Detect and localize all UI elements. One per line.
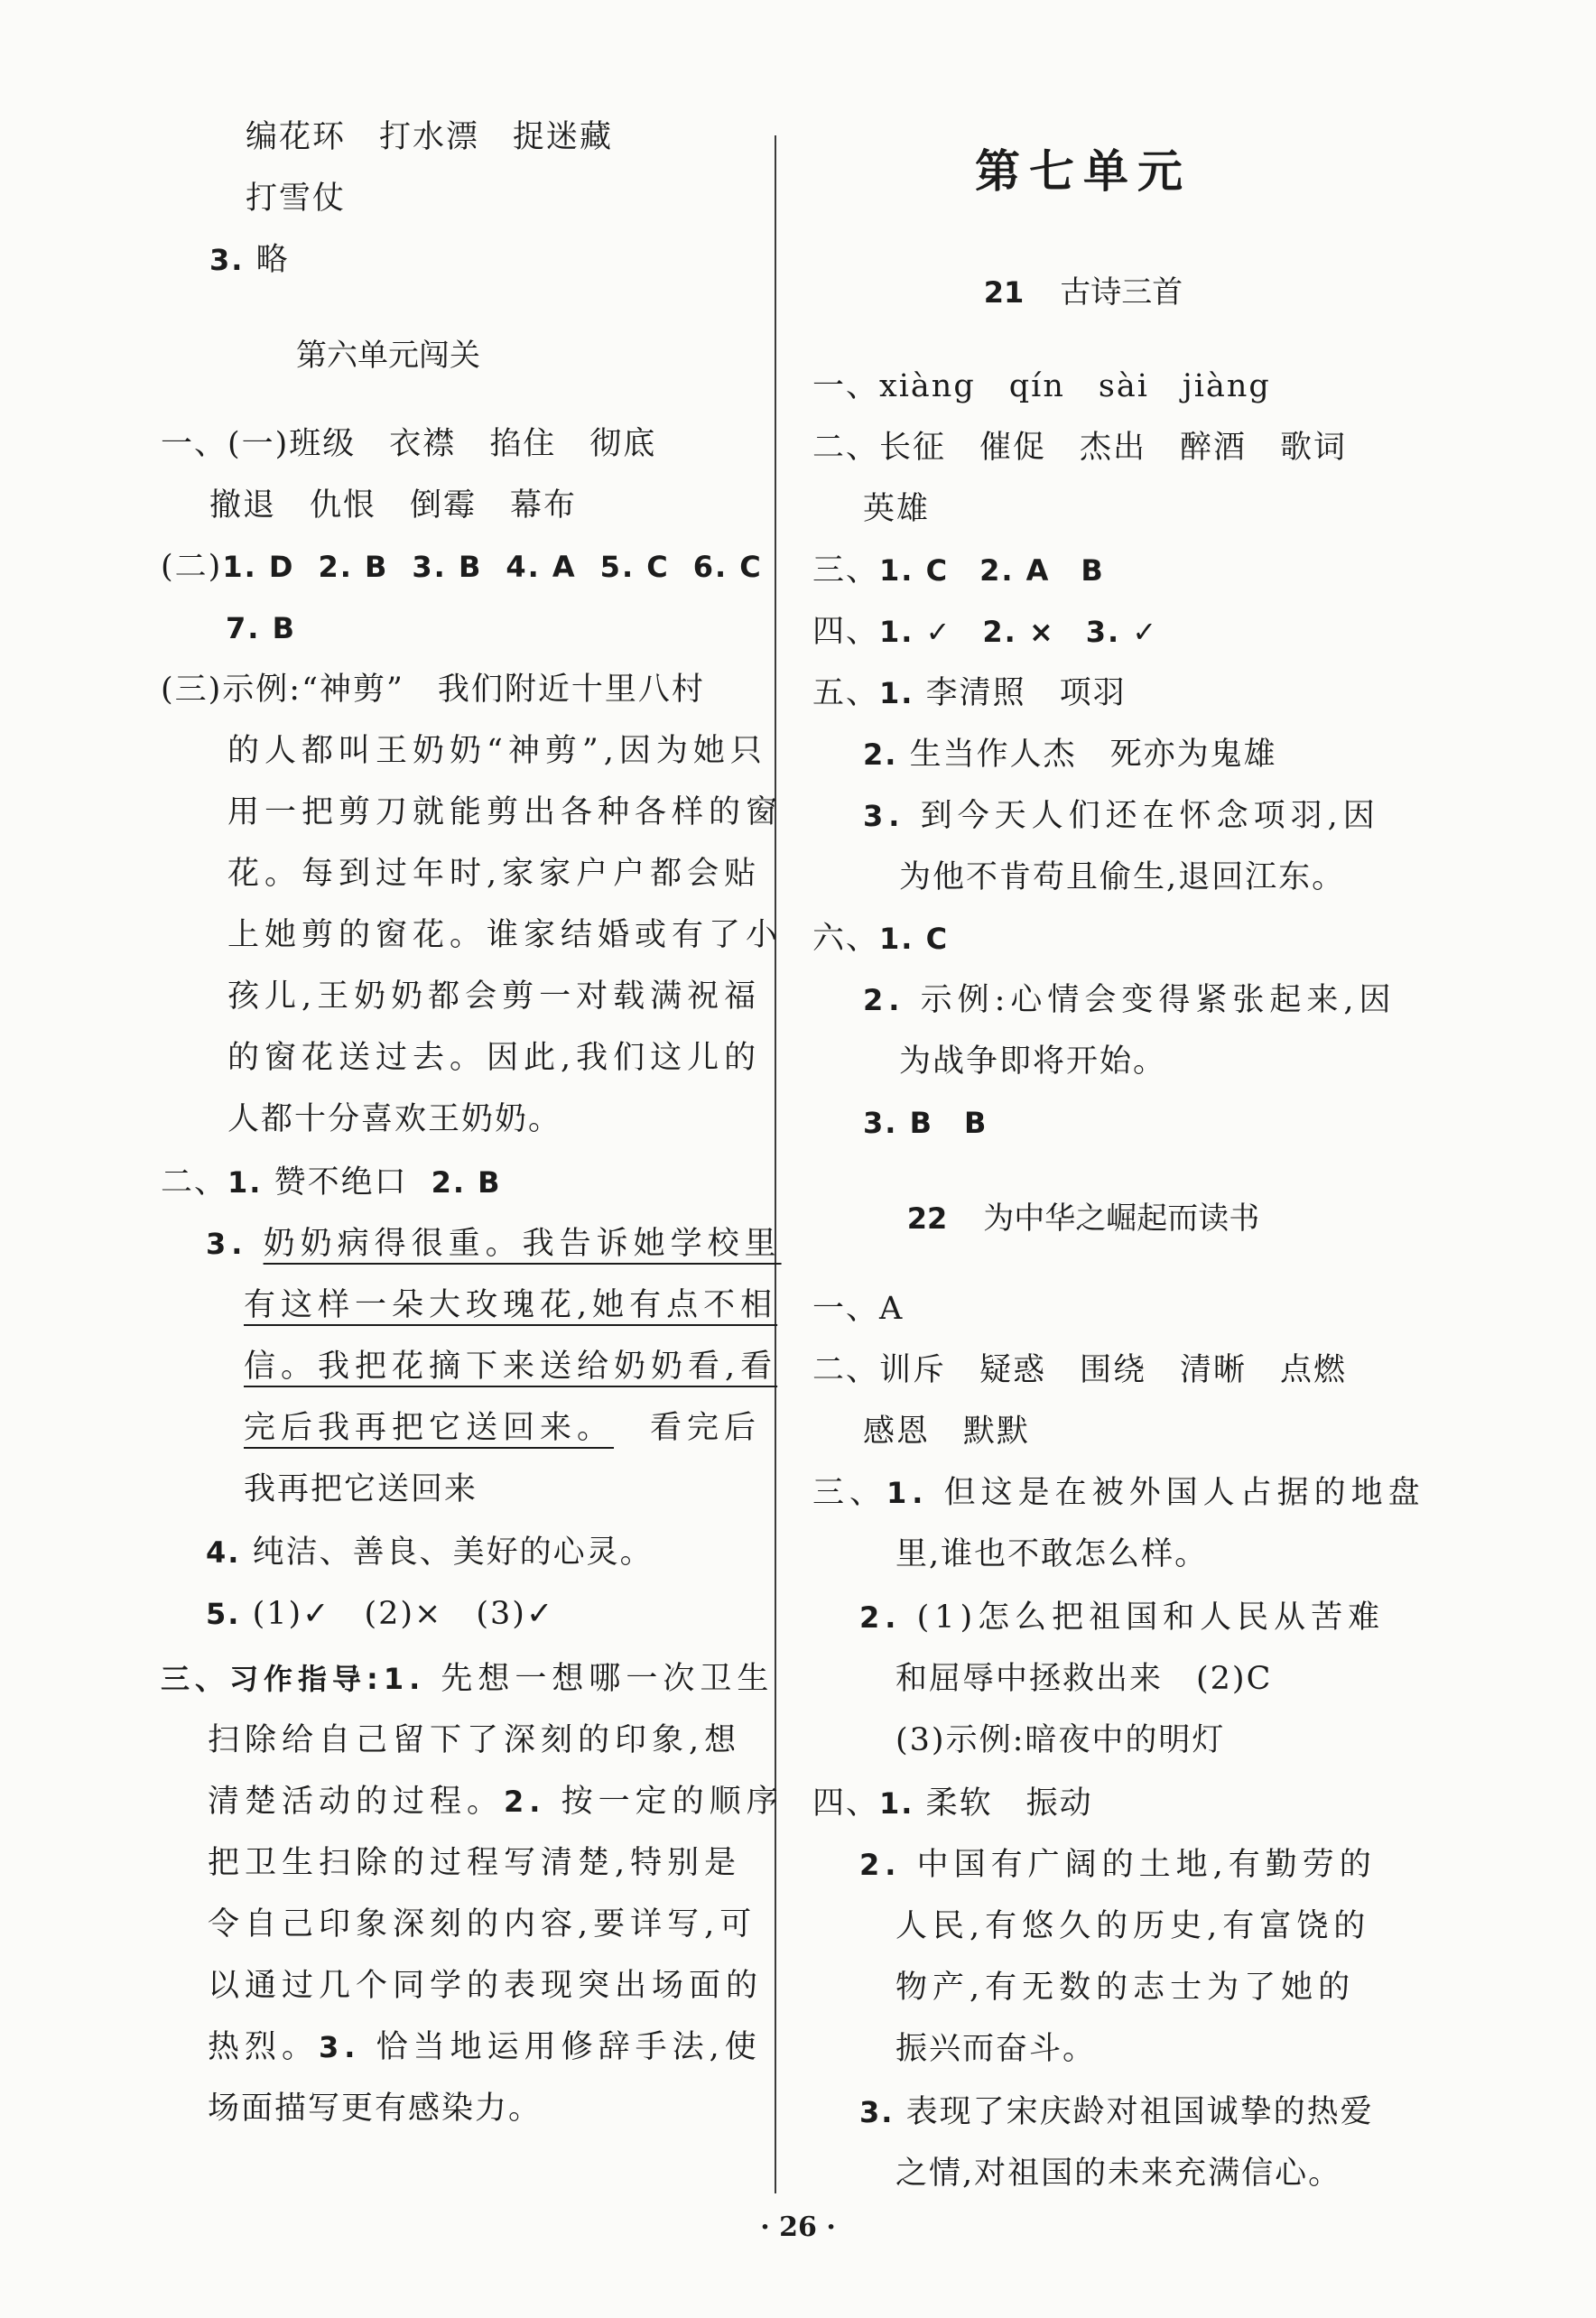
answer-item: 3. B — [412, 550, 483, 584]
answer-line: 振兴而奋斗。 — [895, 2031, 1097, 2067]
answer-line — [206, 1531, 654, 1574]
lesson-title — [794, 271, 1372, 314]
answer-line: 一、xiàng qín sài jiàng — [812, 368, 1271, 404]
question-number: 1. — [886, 1476, 929, 1510]
lesson-name: 古诗三首 — [1060, 274, 1183, 311]
answer-text: 中国有广阔的土地,有勤劳的 — [916, 1847, 1377, 1883]
column-divider — [775, 135, 776, 2193]
question-number: 1. — [227, 1165, 263, 1200]
answer-line: 孩儿,王奶奶都会剪一对载满祝福 — [227, 978, 762, 1015]
answer-line — [863, 978, 1396, 1022]
answer-text: 纯洁、善良、美好的心灵。 — [252, 1535, 654, 1571]
answer-line — [859, 2091, 1374, 2134]
answer-text: B — [478, 1165, 502, 1200]
question-number: 2. — [504, 1785, 546, 1819]
answer-line — [859, 1596, 1385, 1639]
answer-line — [812, 672, 1127, 715]
answer-line: 为他不肯苟且偷生,退回江东。 — [899, 859, 1346, 895]
answer-line: 一、A — [812, 1291, 905, 1327]
underlined-answer: 完后我再把它送回来。 — [244, 1410, 615, 1446]
question-number: 3. — [206, 1227, 248, 1261]
answer-line: 和屈辱中拯救出来 (2)C — [895, 1661, 1273, 1697]
answer-line: 撤退 仇恨 倒霉 幕布 — [209, 487, 578, 524]
answer-line: 7. B — [226, 611, 296, 645]
answer-line: 一、(一)班级 衣襟 掐住 彻底 — [161, 426, 657, 462]
answer-line: 人都十分喜欢王奶奶。 — [227, 1101, 562, 1137]
question-number: 2. — [431, 1165, 467, 1200]
question-number: 2. — [863, 983, 905, 1017]
question-number: 2. — [859, 1600, 902, 1635]
answer-text: 赞不绝口 — [274, 1164, 408, 1201]
answer-text: (1)怎么把祖国和人民从苦难 — [916, 1599, 1386, 1636]
section-label: 三、 — [812, 552, 880, 589]
section-label: (二) — [161, 549, 223, 585]
answer-line: 之情,对祖国的未来充满信心。 — [895, 2156, 1342, 2192]
answer-line — [244, 1406, 761, 1450]
section-label: 三、 — [812, 1475, 887, 1511]
section-label: 三、习作指导: — [161, 1662, 384, 1696]
answer-line: 3. B B — [863, 1106, 988, 1140]
answer-item: 6. C — [692, 550, 763, 584]
answer-item: 5. C — [599, 550, 670, 584]
lesson-name: 为中华之崛起而读书 — [983, 1201, 1260, 1237]
answer-text: 但这是在被外国人占据的地盘 — [943, 1475, 1425, 1511]
answer-line: (三)示例:“神剪” 我们附近十里八村 — [161, 672, 705, 708]
answer-line — [863, 794, 1380, 838]
answer-text: 略 — [255, 242, 290, 278]
answer-line: 花。每到过年时,家家户户都会贴 — [227, 856, 762, 892]
answer-line: 为战争即将开始。 — [899, 1043, 1167, 1080]
answer-text: 1. C 2. A B — [879, 553, 1105, 588]
answer-text: 热烈。 — [208, 2029, 320, 2065]
answer-line: 上她剪的窗花。谁家结婚或有了小 — [227, 917, 784, 953]
answer-line: 的人都叫王奶奶“神剪”,因为她只 — [227, 733, 767, 769]
answer-line: 英雄 — [863, 491, 931, 527]
question-number: 5. — [206, 1597, 241, 1631]
lesson-number: 21 — [983, 275, 1025, 310]
page-number: · 26 · — [760, 2211, 836, 2243]
answer-line — [812, 549, 1105, 592]
answer-line — [863, 733, 1277, 776]
answer-line: 用一把剪刀就能剪出各种各样的窗 — [227, 794, 784, 830]
section-label: 五、 — [812, 675, 880, 711]
answer-line: 令自己印象深刻的内容,要详写,可 — [208, 1906, 757, 1942]
answer-line: 我再把它送回来 — [244, 1471, 478, 1507]
answer-line — [812, 1471, 1425, 1515]
answer-text: 到今天人们还在怀念项羽,因 — [920, 798, 1380, 834]
answer-line: 扫除给自己留下了深刻的印象,想 — [208, 1722, 742, 1758]
section-label: 六、 — [812, 921, 880, 957]
answer-line — [206, 1222, 782, 1266]
question-number: 1. — [879, 1786, 914, 1821]
answer-line: 场面描写更有感染力。 — [208, 2091, 543, 2127]
unit-title: 第七单元 — [975, 144, 1192, 198]
answer-text: 表现了宋庆龄对祖国诚挚的热爱 — [905, 2094, 1374, 2130]
answer-line — [161, 545, 763, 589]
answer-line — [859, 1843, 1377, 1887]
answer-line: 把卫生扫除的过程写清楚,特别是 — [208, 1845, 742, 1881]
answer-text: 示例:心情会变得紧张起来,因 — [920, 982, 1396, 1018]
question-number: 3. — [319, 2030, 361, 2064]
answer-line: (3)示例:暗夜中的明灯 — [895, 1722, 1226, 1758]
answer-line: 打雪仗 — [246, 181, 347, 217]
answer-item: 4. A — [506, 550, 577, 584]
answer-text: 李清照 项羽 — [925, 675, 1127, 711]
answer-line: 二、长征 催促 杰出 醉酒 歌词 — [812, 430, 1348, 466]
section-label: 四、 — [812, 1785, 880, 1822]
answer-text: 恰当地运用修辞手法,使 — [376, 2029, 762, 2065]
answer-text: 生当作人杰 死亦为鬼雄 — [909, 737, 1277, 773]
question-number: 3. — [209, 243, 245, 277]
answer-line: 编花环 打水漂 捉迷藏 — [246, 119, 614, 155]
answer-text: 1. ✓ 2. × 3. ✓ — [879, 615, 1159, 649]
answer-text: (1)✓ (2)× (3)✓ — [252, 1596, 555, 1632]
question-number: 3. — [859, 2095, 895, 2129]
section-title: 第六单元闯关 — [296, 338, 480, 374]
answer-line: 里,谁也不敢怎么样。 — [895, 1536, 1209, 1572]
section-label: 四、 — [812, 614, 880, 650]
answer-text: 看完后 — [650, 1410, 762, 1446]
answer-text: 按一定的顺序 — [561, 1784, 784, 1820]
lesson-number: 22 — [906, 1201, 948, 1236]
answer-line: 以通过几个同学的表现突出场面的 — [208, 1968, 764, 2004]
answer-text: 柔软 振动 — [925, 1785, 1093, 1822]
answer-text: 清楚活动的过程。 — [208, 1784, 505, 1820]
answer-line — [206, 1592, 554, 1636]
answer-line — [812, 1782, 1093, 1825]
section-label: 二、 — [161, 1164, 228, 1201]
answer-line: 人民,有悠久的历史,有富饶的 — [895, 1908, 1371, 1944]
answer-line — [161, 1657, 774, 1701]
underlined-answer: 奶奶病得很重。我告诉她学校里 — [263, 1226, 782, 1262]
question-number: 1. — [383, 1662, 426, 1696]
answer-line — [208, 2026, 762, 2069]
answer-item: 1. D — [222, 550, 295, 584]
answer-text: 1. C — [879, 922, 950, 956]
answer-item: 2. B — [318, 550, 389, 584]
answer-line — [812, 917, 949, 960]
question-number: 1. — [879, 676, 914, 710]
answer-line — [161, 1161, 502, 1204]
answer-line: 二、训斥 疑惑 围绕 清晰 点燃 — [812, 1352, 1348, 1388]
question-number: 4. — [206, 1535, 241, 1570]
underlined-answer: 有这样一朵大玫瑰花,她有点不相 — [244, 1287, 778, 1323]
question-number: 3. — [863, 799, 905, 833]
lesson-title — [794, 1197, 1372, 1240]
answer-line: 的窗花送过去。因此,我们这儿的 — [227, 1040, 762, 1076]
answer-line — [208, 1780, 784, 1823]
answer-line: 物产,有无数的志士为了她的 — [895, 1970, 1356, 2006]
underlined-answer: 信。我把花摘下来送给奶奶看,看 — [244, 1349, 778, 1385]
answer-line: 感恩 默默 — [863, 1414, 1031, 1450]
answer-line — [812, 610, 1158, 654]
answer-text: 先想一想哪一次卫生 — [441, 1661, 775, 1697]
question-number: 2. — [859, 1848, 902, 1882]
question-number: 2. — [863, 737, 898, 772]
answer-line — [209, 238, 290, 282]
